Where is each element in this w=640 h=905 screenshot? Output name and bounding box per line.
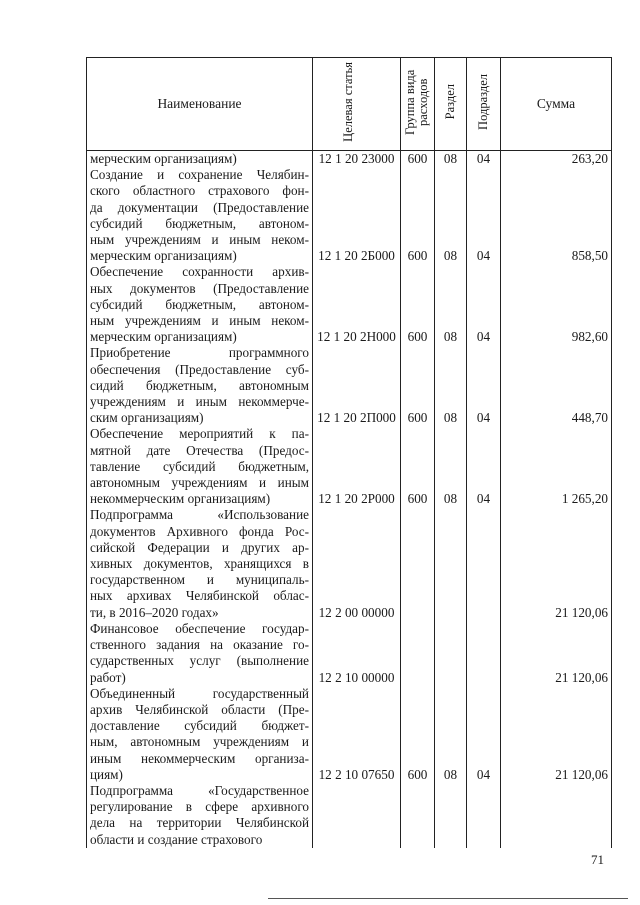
row-name-line: дела на территории Челябинской (90, 815, 309, 831)
header-subsection: Подраздел (475, 74, 490, 130)
header-subsection-cell (467, 58, 501, 151)
row-subsection: 04 (467, 264, 501, 345)
table-row (87, 426, 612, 507)
row-code: 12 1 20 2Р000 (313, 426, 401, 507)
row-code: 12 2 10 07650 (313, 686, 401, 783)
row-group (401, 621, 435, 686)
row-name-line: Объединенный государственный (90, 685, 309, 701)
table-body (87, 151, 612, 848)
row-name (87, 783, 313, 848)
budget-table (86, 57, 612, 848)
row-section: 08 (435, 151, 467, 168)
header-code-cell (313, 58, 401, 151)
row-subsection: 04 (467, 345, 501, 426)
row-name-line: ных документов (Предоставление (90, 280, 309, 296)
row-name-line: мерческим организациям) (90, 151, 237, 166)
row-section (435, 507, 467, 620)
row-name (87, 507, 313, 620)
row-name-line: ственного задания на оказание го- (90, 637, 309, 653)
row-name (87, 264, 313, 345)
row-name-line: мерческим организациям) (90, 248, 237, 264)
row-sum: 858,50 (501, 167, 612, 264)
row-name-line: работ) (90, 669, 126, 685)
row-name (87, 686, 313, 783)
table-row (87, 345, 612, 426)
header-code: Целевая статья (340, 62, 355, 142)
row-name-line: обеспечения (Предоставление суб- (90, 361, 309, 377)
table-row (87, 507, 612, 620)
row-name-line: Обеспечение мероприятий к па- (90, 426, 309, 442)
row-name-line: учреждениям и иным некоммерче- (90, 394, 309, 410)
header-section: Раздел (442, 84, 457, 120)
row-code: 12 1 20 2Б000 (313, 167, 401, 264)
row-section: 08 (435, 345, 467, 426)
row-subsection: 04 (467, 151, 501, 168)
table-row (87, 686, 612, 783)
row-name-line: ным учреждениям и иным неком- (90, 232, 309, 248)
row-code: 12 2 10 00000 (313, 621, 401, 686)
header-name: Наименование (87, 58, 313, 151)
row-name-line: да документации (Предоставление (90, 199, 309, 215)
table-row (87, 167, 612, 264)
row-name-line: регулирование в сфере архивного (90, 799, 309, 815)
table-row (87, 264, 612, 345)
row-name-line: мятной дате Отечества (Предос- (90, 442, 309, 458)
row-sum: 263,20 (501, 151, 612, 168)
row-name-line: хивных документов, хранящихся в (90, 556, 309, 572)
table-row (87, 783, 612, 848)
row-sum: 448,70 (501, 345, 612, 426)
footer-rule (268, 898, 628, 899)
row-name-line: субсидий бюджетным, автоном- (90, 215, 309, 231)
row-name-line: Подпрограмма «Государственное (90, 782, 309, 798)
row-subsection: 04 (467, 167, 501, 264)
row-code: 12 1 20 2П000 (313, 345, 401, 426)
row-name-line: Финансовое обеспечение государ- (90, 620, 309, 636)
row-sum: 21 120,06 (501, 507, 612, 620)
row-name (87, 621, 313, 686)
row-sum: 982,60 (501, 264, 612, 345)
row-name (87, 345, 313, 426)
row-code (313, 783, 401, 848)
row-name-line: Создание и сохранение Челябин- (90, 167, 309, 183)
row-name (87, 151, 313, 168)
header-section-cell (435, 58, 467, 151)
row-subsection (467, 621, 501, 686)
row-sum (501, 783, 612, 848)
row-group: 600 (401, 345, 435, 426)
row-name-line: архив Челябинской области (Пре- (90, 701, 309, 717)
header-group: Группа вида расходов (402, 69, 430, 135)
row-code: 12 1 20 23000 (313, 151, 401, 168)
row-name-line: некоммерческим организациям) (90, 491, 271, 507)
row-name-line: доставление субсидий бюджет- (90, 718, 309, 734)
row-subsection (467, 507, 501, 620)
table-row (87, 621, 612, 686)
row-section: 08 (435, 686, 467, 783)
row-section: 08 (435, 167, 467, 264)
row-group (401, 783, 435, 848)
row-name-line: Подпрограмма «Использование (90, 507, 309, 523)
row-name-line: тавление субсидий бюджетным, (90, 458, 309, 474)
row-name-line: сидий бюджетным, автономным (90, 377, 309, 393)
row-name-line: ных архивах Челябинской облас- (90, 588, 309, 604)
row-group: 600 (401, 686, 435, 783)
row-name-line: сударственных услуг (выполнение (90, 653, 309, 669)
row-name-line: Обеспечение сохранности архив- (90, 264, 309, 280)
row-section (435, 621, 467, 686)
row-section: 08 (435, 264, 467, 345)
row-name-line: субсидий бюджетным, автоном- (90, 296, 309, 312)
row-name-line: ным, автономным учреждениям и (90, 734, 309, 750)
header-sum: Сумма (501, 58, 612, 151)
page-number: 71 (591, 852, 604, 867)
table-row (87, 151, 612, 168)
row-group: 600 (401, 167, 435, 264)
row-subsection: 04 (467, 686, 501, 783)
row-subsection: 04 (467, 426, 501, 507)
row-code: 12 2 00 00000 (313, 507, 401, 620)
row-name (87, 426, 313, 507)
row-name-line: автономным учреждениям и иным (90, 475, 309, 491)
row-name-line: ным учреждениям и иным неком- (90, 313, 309, 329)
row-group: 600 (401, 264, 435, 345)
row-name-line: мерческим организациям) (90, 329, 237, 345)
row-name-line: Приобретение программного (90, 345, 309, 361)
row-name-line: документов Архивного фонда Рос- (90, 523, 309, 539)
row-sum: 21 120,06 (501, 621, 612, 686)
row-name-line: циям) (90, 766, 123, 782)
row-group: 600 (401, 426, 435, 507)
row-sum: 21 120,06 (501, 686, 612, 783)
row-code: 12 1 20 2Н000 (313, 264, 401, 345)
row-name-line: ского областного страхового фон- (90, 183, 309, 199)
row-section (435, 783, 467, 848)
row-name-line: государственном и муниципаль- (90, 572, 309, 588)
row-subsection (467, 783, 501, 848)
header-group-cell (401, 58, 435, 151)
row-name-line: сийской Федерации и других ар- (90, 539, 309, 555)
row-name (87, 167, 313, 264)
row-sum: 1 265,20 (501, 426, 612, 507)
row-name-line: области и создание страхового (90, 831, 263, 847)
row-name-line: ским организациям) (90, 410, 204, 426)
row-name-line: ти, в 2016–2020 годах» (90, 604, 219, 620)
row-group: 600 (401, 151, 435, 168)
row-section: 08 (435, 426, 467, 507)
row-group (401, 507, 435, 620)
row-name-line: иным некоммерческим организа- (90, 750, 309, 766)
table-header (87, 58, 612, 151)
